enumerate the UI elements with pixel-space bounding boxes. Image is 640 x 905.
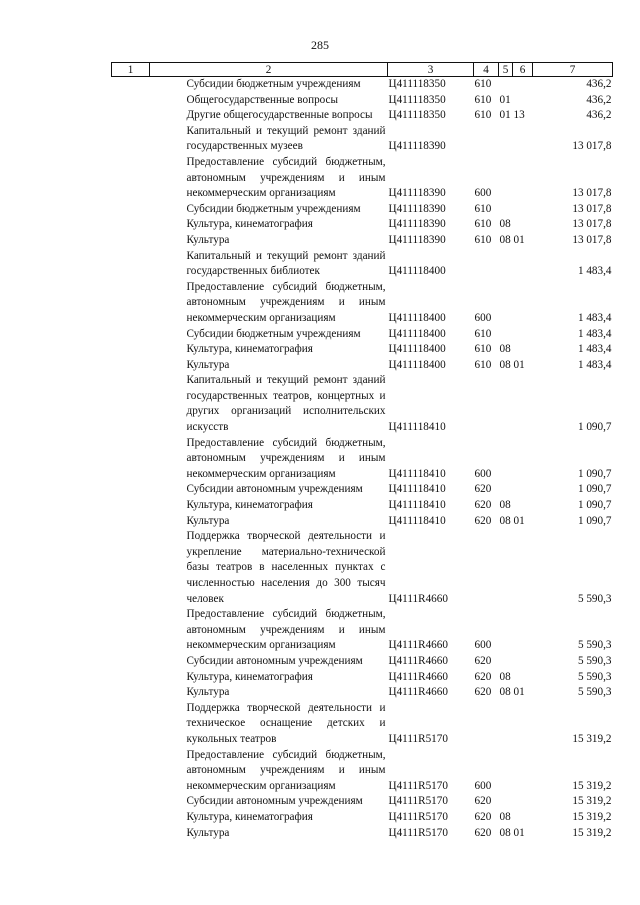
row-sum-cell: 1 090,7 — [577, 467, 612, 480]
row-number-cell — [112, 217, 150, 233]
table-row — [112, 810, 613, 826]
row-name-cell: Предоставление субсидий бюджетным, автономным учреждениям и иным некоммерческим организациям — [186, 608, 386, 652]
row-type-cell — [474, 529, 499, 607]
header-col-7: 7 — [533, 63, 613, 77]
row-subsection-cell — [513, 482, 533, 498]
table-row — [112, 342, 613, 358]
table-row — [112, 108, 613, 124]
row-section-cell: 01 — [499, 93, 511, 106]
row-number-cell — [112, 670, 150, 686]
row-sum-cell: 13 017,8 — [572, 187, 612, 200]
row-section-cell: 08 — [499, 233, 511, 246]
row-sum-cell: 1 090,7 — [577, 421, 612, 434]
row-sum-cell: 1 090,7 — [577, 483, 612, 496]
row-subsection-cell: 01 — [513, 826, 525, 839]
row-type-cell: 620 — [474, 670, 492, 683]
row-subsection-cell: 01 — [513, 514, 525, 527]
row-number-cell — [112, 794, 150, 810]
row-name-cell: Культура, кинематография — [186, 218, 313, 231]
table-row — [112, 654, 613, 670]
table-row — [112, 794, 613, 810]
row-section-cell — [499, 373, 513, 435]
row-section-cell: 08 — [499, 358, 511, 371]
row-name-cell: Культура, кинематография — [186, 670, 313, 683]
row-type-cell: 620 — [474, 514, 492, 527]
row-number-cell — [112, 77, 150, 93]
row-section-cell — [499, 280, 513, 327]
row-name-cell: Предоставление субсидий бюджетным, автономным учреждениям и иным некоммерческим организациям — [186, 748, 386, 792]
row-name-cell: Предоставление субсидий бюджетным, автономным учреждениям и иным некоммерческим организациям — [186, 280, 386, 324]
row-type-cell: 610 — [474, 109, 492, 122]
row-code-cell: Ц411118400 — [388, 311, 446, 324]
row-code-cell: Ц411118410 — [388, 514, 446, 527]
row-code-cell: Ц4111R4660 — [388, 639, 448, 652]
row-name-cell: Субсидии автономным учреждениям — [186, 654, 363, 667]
row-subsection-cell — [513, 155, 533, 202]
row-number-cell — [112, 654, 150, 670]
table-row — [112, 233, 613, 249]
row-number-cell — [112, 373, 150, 435]
row-code-cell: Ц411118390 — [388, 140, 446, 153]
row-number-cell — [112, 701, 150, 748]
row-sum-cell: 5 590,3 — [577, 670, 612, 683]
table-header — [112, 63, 613, 77]
row-code-cell: Ц411118390 — [388, 202, 446, 215]
row-number-cell — [112, 342, 150, 358]
row-code-cell: Ц411118390 — [388, 233, 446, 246]
row-type-cell — [474, 373, 499, 435]
row-number-cell — [112, 124, 150, 155]
row-name-cell: Культура — [186, 233, 230, 246]
row-sum-cell: 1 483,4 — [577, 265, 612, 278]
row-name-cell: Культура — [186, 358, 230, 371]
row-name-cell: Общегосударственные вопросы — [186, 93, 339, 106]
row-type-cell — [474, 249, 499, 280]
row-sum-cell: 436,2 — [586, 93, 612, 106]
row-name-cell: Культура — [186, 686, 230, 699]
row-section-cell — [499, 77, 513, 93]
row-sum-cell: 13 017,8 — [572, 233, 612, 246]
row-type-cell: 620 — [474, 499, 492, 512]
row-section-cell — [499, 155, 513, 202]
row-code-cell: Ц411118400 — [388, 343, 446, 356]
row-type-cell — [474, 124, 499, 155]
row-code-cell: Ц411118410 — [388, 499, 446, 512]
row-code-cell: Ц4111R4660 — [388, 592, 448, 605]
row-sum-cell: 1 090,7 — [577, 514, 612, 527]
row-sum-cell: 1 483,4 — [577, 311, 612, 324]
row-name-cell: Культура, кинематография — [186, 499, 313, 512]
row-code-cell: Ц411118400 — [388, 265, 446, 278]
row-code-cell: Ц4111R5170 — [388, 732, 448, 745]
row-type-cell: 610 — [474, 202, 492, 215]
row-code-cell: Ц4111R5170 — [388, 810, 448, 823]
row-type-cell: 610 — [474, 233, 492, 246]
row-subsection-cell — [513, 810, 533, 826]
row-section-cell — [499, 701, 513, 748]
row-sum-cell: 1 483,4 — [577, 358, 612, 371]
row-number-cell — [112, 748, 150, 795]
row-subsection-cell: 01 — [513, 358, 525, 371]
row-section-cell — [499, 249, 513, 280]
table-row — [112, 202, 613, 218]
table-row — [112, 514, 613, 530]
row-section-cell: 08 — [499, 810, 511, 823]
header-col-4: 4 — [474, 63, 499, 77]
row-sum-cell: 436,2 — [586, 78, 612, 90]
table-row — [112, 124, 613, 155]
row-type-cell: 600 — [474, 639, 492, 652]
row-sum-cell: 13 017,8 — [572, 140, 612, 153]
row-subsection-cell — [513, 607, 533, 654]
row-section-cell: 08 — [499, 218, 511, 231]
row-subsection-cell — [513, 701, 533, 748]
row-type-cell: 610 — [474, 78, 492, 90]
row-subsection-cell — [513, 217, 533, 233]
row-sum-cell: 5 590,3 — [577, 686, 612, 699]
row-section-cell: 08 — [499, 686, 511, 699]
row-number-cell — [112, 607, 150, 654]
row-sum-cell: 13 017,8 — [572, 202, 612, 215]
row-sum-cell: 1 090,7 — [577, 499, 612, 512]
row-code-cell: Ц411118390 — [388, 187, 446, 200]
table-row — [112, 498, 613, 514]
row-section-cell: 01 — [499, 109, 511, 122]
row-type-cell: 620 — [474, 654, 492, 667]
row-subsection-cell — [513, 794, 533, 810]
row-number-cell — [112, 529, 150, 607]
row-code-cell: Ц411118400 — [388, 327, 446, 340]
row-number-cell — [112, 826, 150, 842]
row-type-cell — [474, 701, 499, 748]
row-code-cell: Ц411118350 — [388, 78, 446, 90]
row-section-cell: 08 — [499, 343, 511, 356]
row-number-cell — [112, 482, 150, 498]
row-code-cell: Ц4111R5170 — [388, 779, 448, 792]
row-section-cell: 08 — [499, 499, 511, 512]
row-sum-cell: 5 590,3 — [577, 654, 612, 667]
row-type-cell: 620 — [474, 686, 492, 699]
row-section-cell — [499, 124, 513, 155]
row-subsection-cell: 13 — [513, 109, 525, 122]
row-subsection-cell — [513, 654, 533, 670]
table-row — [112, 529, 613, 607]
table-row — [112, 685, 613, 701]
row-sum-cell: 15 319,2 — [572, 810, 612, 823]
row-number-cell — [112, 685, 150, 701]
row-type-cell: 600 — [474, 467, 492, 480]
row-sum-cell: 15 319,2 — [572, 732, 612, 745]
row-subsection-cell — [513, 748, 533, 795]
table-row — [112, 217, 613, 233]
table-row — [112, 93, 613, 109]
header-col-6: 6 — [513, 63, 533, 77]
row-section-cell — [499, 327, 513, 343]
row-sum-cell: 15 319,2 — [572, 795, 612, 808]
row-code-cell: Ц4111R4660 — [388, 654, 448, 667]
row-type-cell: 600 — [474, 779, 492, 792]
table-row — [112, 77, 613, 93]
row-number-cell — [112, 436, 150, 483]
page-number: 285 — [311, 38, 329, 52]
row-name-cell: Предоставление субсидий бюджетным, автономным учреждениям и иным некоммерческим организациям — [186, 155, 386, 200]
row-section-cell — [499, 436, 513, 483]
row-name-cell: Капитальный и текущий ремонт зданий государственных театров, концертных и других организаций исполнительских искусств — [186, 374, 386, 434]
row-type-cell: 620 — [474, 795, 492, 808]
row-type-cell: 610 — [474, 358, 492, 371]
table-body — [112, 77, 613, 842]
row-subsection-cell — [513, 93, 533, 109]
row-number-cell — [112, 810, 150, 826]
row-sum-cell: 15 319,2 — [572, 826, 612, 839]
row-number-cell — [112, 249, 150, 280]
row-section-cell — [499, 482, 513, 498]
table-row — [112, 670, 613, 686]
row-number-cell — [112, 358, 150, 374]
header-col-2: 2 — [150, 63, 388, 77]
row-section-cell — [499, 748, 513, 795]
row-code-cell: Ц4111R4660 — [388, 686, 448, 699]
row-number-cell — [112, 280, 150, 327]
table-row — [112, 373, 613, 435]
row-section-cell — [499, 529, 513, 607]
row-sum-cell: 5 590,3 — [577, 639, 612, 652]
row-number-cell — [112, 514, 150, 530]
row-subsection-cell — [513, 124, 533, 155]
row-name-cell: Культура — [186, 826, 230, 839]
row-name-cell: Культура, кинематография — [186, 343, 313, 356]
row-code-cell: Ц4111R5170 — [388, 826, 448, 839]
row-name-cell: Культура, кинематография — [186, 810, 313, 823]
row-subsection-cell — [513, 498, 533, 514]
row-number-cell — [112, 327, 150, 343]
row-section-cell — [499, 202, 513, 218]
table-row — [112, 327, 613, 343]
table-row — [112, 358, 613, 374]
row-sum-cell: 13 017,8 — [572, 218, 612, 231]
row-name-cell: Субсидии бюджетным учреждениям — [186, 202, 361, 215]
row-section-cell — [499, 607, 513, 654]
row-number-cell — [112, 93, 150, 109]
row-sum-cell: 15 319,2 — [572, 779, 612, 792]
row-code-cell: Ц411118400 — [388, 358, 446, 371]
row-type-cell: 610 — [474, 343, 492, 356]
row-type-cell: 620 — [474, 810, 492, 823]
table-row — [112, 155, 613, 202]
row-subsection-cell — [513, 529, 533, 607]
row-code-cell: Ц4111R4660 — [388, 670, 448, 683]
header-col-3: 3 — [388, 63, 474, 77]
row-type-cell: 620 — [474, 483, 492, 496]
row-section-cell — [499, 794, 513, 810]
row-subsection-cell — [513, 249, 533, 280]
budget-table — [111, 62, 613, 841]
table-row — [112, 701, 613, 748]
table-row — [112, 249, 613, 280]
row-section-cell: 08 — [499, 826, 511, 839]
row-type-cell: 620 — [474, 826, 492, 839]
row-type-cell: 600 — [474, 311, 492, 324]
row-subsection-cell — [513, 670, 533, 686]
row-number-cell — [112, 108, 150, 124]
row-subsection-cell — [513, 373, 533, 435]
row-type-cell: 600 — [474, 187, 492, 200]
row-number-cell — [112, 202, 150, 218]
header-col-1: 1 — [112, 63, 150, 77]
row-code-cell: Ц411118410 — [388, 467, 446, 480]
row-name-cell: Капитальный и текущий ремонт зданий государственных библиотек — [186, 249, 386, 278]
row-subsection-cell — [513, 327, 533, 343]
row-name-cell: Субсидии бюджетным учреждениям — [186, 327, 361, 340]
row-type-cell: 610 — [474, 93, 492, 106]
row-subsection-cell: 01 — [513, 686, 525, 699]
row-type-cell: 610 — [474, 327, 492, 340]
row-name-cell: Другие общегосударственные вопросы — [186, 109, 373, 122]
row-name-cell: Предоставление субсидий бюджетным, автономным учреждениям и иным некоммерческим организациям — [186, 436, 386, 480]
table-row — [112, 607, 613, 654]
row-name-cell: Поддержка творческой деятельности и укрепление материально-технической базы театров в населенных пунктах с численностью населения до 300 тысяч человек — [186, 530, 386, 605]
row-code-cell: Ц411118350 — [388, 93, 446, 106]
row-name-cell: Субсидии бюджетным учреждениям — [186, 78, 361, 90]
row-code-cell: Ц411118350 — [388, 109, 446, 122]
row-code-cell: Ц411118390 — [388, 218, 446, 231]
row-name-cell: Поддержка творческой деятельности и техническое оснащение детских и кукольных театров — [186, 701, 386, 745]
header-col-5: 5 — [499, 63, 513, 77]
row-subsection-cell: 01 — [513, 233, 525, 246]
row-sum-cell: 1 483,4 — [577, 327, 612, 340]
row-section-cell: 08 — [499, 670, 511, 683]
row-sum-cell: 1 483,4 — [577, 343, 612, 356]
row-section-cell — [499, 654, 513, 670]
row-subsection-cell — [513, 280, 533, 327]
row-subsection-cell — [513, 436, 533, 483]
table-row — [112, 826, 613, 842]
row-number-cell — [112, 233, 150, 249]
row-section-cell: 08 — [499, 514, 511, 527]
row-code-cell: Ц4111R5170 — [388, 795, 448, 808]
row-name-cell: Субсидии автономным учреждениям — [186, 483, 363, 496]
row-name-cell: Культура — [186, 514, 230, 527]
table-row — [112, 280, 613, 327]
row-number-cell — [112, 155, 150, 202]
table-row — [112, 436, 613, 483]
row-type-cell: 610 — [474, 218, 492, 231]
table-row — [112, 482, 613, 498]
table-row — [112, 748, 613, 795]
row-code-cell: Ц411118410 — [388, 483, 446, 496]
row-subsection-cell — [513, 202, 533, 218]
row-subsection-cell — [513, 342, 533, 358]
row-sum-cell: 5 590,3 — [577, 592, 612, 605]
row-name-cell: Субсидии автономным учреждениям — [186, 795, 363, 808]
row-number-cell — [112, 498, 150, 514]
row-name-cell: Капитальный и текущий ремонт зданий государственных музеев — [186, 124, 386, 153]
row-sum-cell: 436,2 — [586, 109, 612, 122]
row-subsection-cell — [513, 77, 533, 93]
row-code-cell: Ц411118410 — [388, 421, 446, 434]
